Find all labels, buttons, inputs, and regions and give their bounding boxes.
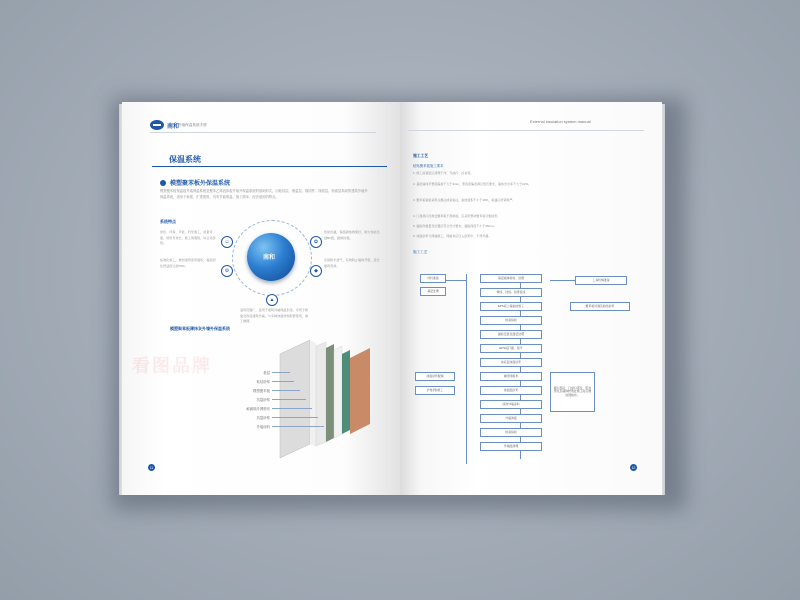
feature-left-1: 绿色、环保、节能，科学施工，质量可靠，使用寿命长，施工周期短，综合造价低。 [160, 230, 216, 245]
feature-right-1: 性能优越，保温隔热效果好，防火性能达到B1级，耐候性强。 [324, 230, 380, 240]
subsection-title-text: 模塑聚苯板外保温系统 [170, 181, 231, 187]
flow-box-tools: 工具机械准备 [575, 276, 627, 285]
feature-right-2: 系统防水透气，有效防止墙体开裂，延长建筑寿命。 [324, 258, 380, 268]
section-title: 保温系统 [169, 155, 201, 164]
features-label: 系统特点 [160, 219, 176, 224]
figure-title: 模塑聚苯板薄抹灰外墙外保温系统 [170, 326, 230, 331]
layer-pointer-5 [272, 408, 312, 409]
header-divider [150, 132, 376, 133]
page-number-left: 11 [149, 465, 154, 470]
header-divider [408, 130, 644, 131]
layer-label-5: 耐碱玻纤网格布 [246, 407, 270, 411]
feature-bottom: 适用范围广，适用于建筑外墙保温系统，可用于新建及改造建筑外墙，与多种饰面材料配套使用，施工便捷。 [240, 308, 309, 323]
layer-pointer-2 [272, 381, 294, 382]
paragraph-4: 4. 门窗洞口四角处聚苯板不得拼接，应采用整块聚苯板切割成型。 [413, 214, 501, 218]
right-page [400, 102, 662, 495]
feature-left-2: 标准化施工，增加建筑使用面积，提高居住舒适度达到70%。 [160, 258, 216, 268]
flow-step-6: EPS板打磨、找平 [480, 344, 542, 353]
section-title: 施工工艺 [413, 154, 429, 158]
flow-note-box: 檐口部位、门窗口部位、阳台部位及墙体转角处施工时应增加网格布。 [550, 372, 595, 412]
flow-step-13: 外墙面清理 [480, 442, 542, 451]
logo-text: 南和 [167, 123, 180, 130]
logo-icon [150, 120, 164, 130]
leaf-icon: ✿ [310, 236, 322, 248]
brand-logo [150, 120, 179, 130]
flowchart-title: 施工工艺 [413, 250, 428, 254]
people-icon: ☺ [221, 236, 233, 248]
flow-step-11: 外墙饰面 [480, 414, 542, 423]
flow-step-2: 弹线、挂线、找垂直线 [480, 288, 542, 297]
subsection-title: 粘贴聚苯板施工要求 [413, 164, 444, 168]
flow-step-8: 铺设网格布 [480, 372, 542, 381]
paragraph-6: 6. 抹面砂浆分两遍施工，网格布应压入砂浆中，不得外露。 [413, 234, 492, 238]
flow-box-base-treatment: 基层处理 [420, 287, 446, 296]
layer-pointer-6 [272, 417, 318, 418]
header-subtitle: 外墙保温系统手册 [178, 123, 207, 127]
flow-box-corner: 护角(网)施工 [415, 386, 455, 395]
flow-step-4: 检查验收 [480, 316, 542, 325]
gear-icon: ⚙ [221, 265, 233, 277]
layer-label-4: 抗裂砂浆 [256, 398, 270, 402]
flow-step-1: 基层墙体验收、处理 [480, 274, 542, 283]
layer-label-7: 外墙涂料 [256, 425, 270, 429]
bullet-icon [160, 180, 166, 186]
flow-step-5: 锚栓安装及面层处理 [480, 330, 542, 339]
page-number-right: 12 [631, 465, 636, 470]
paragraph-1: 1. 施工前基层应清理干净，无油污、浮灰等。 [413, 171, 474, 175]
intro-paragraph: 模塑聚苯板保温板外墙保温系统是聚苯乙烯泡沫板外墙外保温系统的基础形式，由粘结层、保温层、锚固件、抹面层、饰面层构成的建筑外墙外保温系统，适用于新建、扩建建筑，具有节能保温、施工简单、经济适用的特点。 [160, 189, 368, 199]
globe-logo: 南和 [263, 255, 276, 261]
layer-label-1: 基层 [263, 371, 270, 375]
layer-label-2: 粘结砂浆 [256, 380, 270, 384]
flow-box-materials: 材料准备 [420, 274, 446, 283]
layer-pointer-4 [272, 399, 306, 400]
layer-label-6: 抗裂砂浆 [256, 416, 270, 420]
flow-step-12: 检查验收 [480, 428, 542, 437]
layer-label-3: 模塑聚苯板 [253, 389, 270, 393]
flow-connector [550, 280, 575, 281]
flow-step-7: 抹底层抹面砂浆 [480, 358, 542, 367]
flow-box-cutting: 聚苯板切割及粘结砂浆 [570, 302, 630, 311]
paragraph-3: 3. 聚苯板粘贴采用点框法或条粘法，粘结面积不小于40%，板缝应挤紧拼严。 [413, 198, 516, 202]
layer-pointer-7 [272, 426, 324, 427]
shield-icon: ◆ [310, 265, 322, 277]
left-page [122, 102, 400, 495]
flow-spine [466, 274, 467, 464]
subsection-title [160, 178, 230, 187]
flow-step-3: EPS板上墙粘结施工 [480, 302, 542, 311]
running-header: External insulation system manual [530, 119, 591, 124]
section-underline [152, 166, 387, 167]
paragraph-5: 5. 锚固件数量及位置应符合设计要求，锚固深度不小于25mm。 [413, 224, 497, 228]
watermark: 看图品牌 [132, 356, 212, 376]
flow-step-9: 抹面层砂浆 [480, 386, 542, 395]
paragraph-2: 2. 基层墙体平整度偏差不大于4mm，垂直度偏差满足规范要求，墙体含水率不大于10%。 [413, 182, 532, 186]
layer-pointer-3 [272, 390, 300, 391]
flow-step-10: 涂饰外墙涂料 [480, 400, 542, 409]
flow-box-mortar-prep: 抹面砂浆配制 [415, 372, 455, 381]
layer-labels [170, 370, 290, 470]
layer-pointer-1 [272, 372, 290, 373]
building-icon: ▲ [266, 294, 278, 306]
